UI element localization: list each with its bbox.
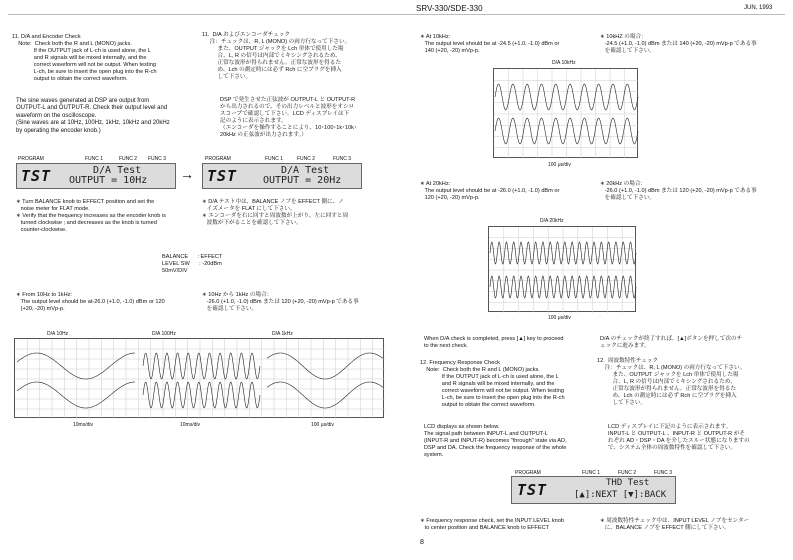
- lcd-display-thd-test: [511, 476, 676, 504]
- scope-20khz-div: 100 μs/div: [548, 315, 571, 321]
- lcd-shows-japanese: LCD ディスプレイに下記のように表示されます。 INPUT-L と OUTPUT-L 、INPUT-R と OUTPUT-R がそ れぞれ AD・DSP・DA を介したスルー状態になりますの で、システム全体の周波数特性を確認して下さい。: [608, 424, 750, 451]
- lcd3-program-label: PROGRAM: [515, 470, 541, 476]
- lcd3-line2: [▲]:NEXT [▼]:BACK: [574, 490, 667, 500]
- scope-10khz-div: 100 μs/div: [548, 162, 571, 168]
- da-complete-english: When D/A check is completed, press [▲] key to proceed to the next check.: [424, 336, 564, 349]
- at-20khz-english: ∗ At 20kHz: The output level should be at -26.0 (+1.0, -1.0) dBm or 120 (+20, -20) mVp-p.: [420, 181, 560, 201]
- lcd1-program-label: PROGRAM: [18, 156, 44, 162]
- lcd2-func1-label: FUNC 1: [265, 156, 284, 162]
- lcd2-program-label: PROGRAM: [205, 156, 231, 162]
- oscilloscope-low-freq: [14, 338, 384, 418]
- oscilloscope-20khz: [488, 226, 636, 312]
- lcd3-func2-label: FUNC 2: [618, 470, 637, 476]
- balance-note-english: ∗ Turn BALANCE knob to EFFECT position and set the noise meter for FLAT mode. ∗ Verify that the frequency increases as the encoder knob is turned clockwise ; and decreases as the knob is turned counter-clockwise.: [16, 199, 166, 233]
- scope-1khz-div: 100 μs/div: [311, 422, 334, 428]
- scope-10hz-div: 10ms/div: [73, 422, 94, 428]
- range-10hz-1khz-english: ∗ From 10Hz to 1kHz: The output level should be at-26.0 (+1.0, -1.0) dBm or 120 (+20, -20) mVp-p.: [16, 292, 165, 312]
- lcd2-tst: TST: [207, 167, 238, 185]
- at-10khz-japanese: ∗ 10kHZ の場合： -24.5 (+1.0, -1.0) dBm または 140 (+20, -20) mVp-p である事 を確認して下さい。: [600, 34, 757, 54]
- scope-20khz-title: D/A 20kHz: [540, 218, 564, 224]
- lcd1-func1-label: FUNC 1: [85, 156, 104, 162]
- waveform-10hz-upper: [17, 353, 135, 379]
- range-10hz-1khz-japanese: ∗ 10Hz から 1kHz の場合： -26.0 (+1.0, -1.0) dBm または 120 (+20, -20) mVp-p である事 を確認して下さい。: [202, 292, 359, 312]
- balance-note-japanese: ∗ D/A テスト中は、BALANCE ノブを EFFECT 側に、ノ イズメータを FLAT にして下さい。 ∗ エンコーダを右に回すと周波数が上がり、左に回すと周 波数が下がることを確認して下さい。: [202, 199, 349, 226]
- at-10khz-english: ∗ At 10kHz: The output level should be at -24.5 (+1.0, -1.0) dBm or 140 (+20, -20) mVp-p.: [420, 34, 560, 54]
- oscilloscope-10khz-plot: [494, 69, 639, 159]
- scope-100hz-div: 10ms/div: [180, 422, 201, 428]
- waveform-100hz-upper: [143, 353, 260, 379]
- section-11-japanese: 11. D/A およびエンコーダチェック 注：チェックは、R, L (MONO) の両方行なって下さい。 また、OUTPUT ジャックを Lch 単体で使用した場 合、L, R の信号は内部でミキシングされるため、 正常な波形が得られません。正常な波形を得るた め、Lch の測定時には必ず Rch に空プラグを挿入 して下さい。: [202, 32, 351, 80]
- lcd2-line2: OUTPUT = 20Hz: [263, 175, 342, 186]
- waveform-10hz-lower: [17, 382, 135, 408]
- oscilloscope-20khz-plot: [489, 227, 637, 313]
- waveform-100hz-lower: [143, 382, 260, 408]
- lcd-shows-english: LCD displays as shown below. The signal path between INPUT-L and OUTPUT-L (INPUT-R and INPUT-R) becomes "through" state via AD, DSP and DA. Check the frequency response of the whole system.: [424, 424, 567, 458]
- oscilloscope-10khz: [493, 68, 638, 158]
- lcd2-line1: D/A Test: [281, 165, 330, 176]
- waveform-1khz-upper: [267, 353, 383, 379]
- oscilloscope-low-freq-plot: [15, 339, 385, 419]
- dsp-text-japanese: DSP で発生させた正弦波が OUTPUT-L と OUTPUT-R から出力されるので、その出力レベルと波形をオシロ スコープで確認して下さい。LCD ディスプレイは下 記のように表示されます。 （エンコーダを操作することにより、10･100･1k･10k･ 20kHz の正弦波が出力されます。）: [220, 97, 357, 138]
- freq-response-note-english: ∗ Frequency response check, set the INPUT LEVEL knob to center position and BALANCE knob to EFFECT: [420, 518, 564, 531]
- lcd3-func1-label: FUNC 1: [582, 470, 601, 476]
- header-title: SRV-330/SDE-330: [416, 4, 483, 13]
- lcd1-line1: D/A Test: [93, 165, 142, 176]
- lcd1-line2: OUTPUT = 10Hz: [69, 175, 148, 186]
- scope-10hz-title: D/A 10Hz: [47, 331, 69, 337]
- lcd2-func2-label: FUNC 2: [297, 156, 316, 162]
- dsp-text-english: The sine waves generated at DSP are output from OUTPUT-L and OUTPUT-R. Check their output level and waveform on the oscilloscope. (Sine waves are at 10Hz, 100Hz, 1kHz, 10kHz and 20kHz by operating the encoder knob.): [16, 98, 170, 134]
- section-12-english: 12. Frequency Response Check Note: Check both the R and L (MONO) jacks. If the OUTPUT jack of L-ch is used alone, the L and R signals will be mixed internally, and the correct waveform will not be output. When testing L-ch, be sure to insert the open plug into the R-ch output to obtain the correct waveform.: [420, 360, 565, 408]
- lcd3-tst: TST: [517, 481, 548, 499]
- settings-list: BALANCE : EFFECT LEVEL SW : -20dBm 50mV/DIV: [162, 254, 223, 274]
- header-rule: [8, 14, 785, 15]
- scope-100hz-title: D/A 100Hz: [152, 331, 176, 337]
- lcd-arrow: →: [180, 166, 194, 182]
- freq-response-note-japanese: ∗ 周波数特性チェック中は、INPUT LEVEL ノブをセンター に、BALANCE ノブを EFFECT 側にして下さい。: [600, 518, 750, 531]
- at-20khz-japanese: ∗ 20kHz の場合： -26.0 (+1.0, -1.0) dBm または 120 (+20, -20) mVp-p である事 を確認して下さい。: [600, 181, 757, 201]
- section-12-japanese: 12. 周波数特性チェック 注：チェックは、R, L (MONO) の両方行なって下さい。 また、OUTPUT ジャックを Lch 単体で使用した場 合、L, R の信号は内部でミキシングされるため、 正常な波形が得られません。正常な波形を得るた め、Lch の測定時には必ず Rch に空プラグを挿入 して下さい。: [597, 358, 746, 406]
- lcd3-line1: THD Test: [606, 478, 650, 488]
- lcd1-tst: TST: [21, 167, 52, 185]
- lcd2-func3-label: FUNC 3: [333, 156, 352, 162]
- da-complete-japanese: D/A のチェックが終了すれば、[▲]ボタンを押して次のチ ェックに進みます。: [600, 336, 743, 349]
- lcd1-func2-label: FUNC 2: [119, 156, 138, 162]
- scope-10khz-title: D/A 10kHz: [552, 60, 576, 66]
- lcd-display-10hz: [16, 163, 176, 189]
- lcd3-func3-label: FUNC 3: [654, 470, 673, 476]
- scope-1khz-title: D/A 1kHz: [272, 331, 293, 337]
- header-date: JUN, 1993: [744, 5, 773, 11]
- page-number: 8: [420, 539, 424, 546]
- lcd1-func3-label: FUNC 3: [148, 156, 167, 162]
- lcd-display-20hz: [202, 163, 362, 189]
- section-11-english: 11. D/A and Encoder Check Note: Check both the R and L (MONO) jacks. If the OUTPUT jack of L-ch is used alone, the L and R signals will be mixed internally, and the correct waveform will not be output. When testing L-ch, be sure to insert the open plug into the R-ch output to obtain the correct waveform.: [12, 34, 157, 82]
- waveform-1khz-lower: [267, 382, 383, 408]
